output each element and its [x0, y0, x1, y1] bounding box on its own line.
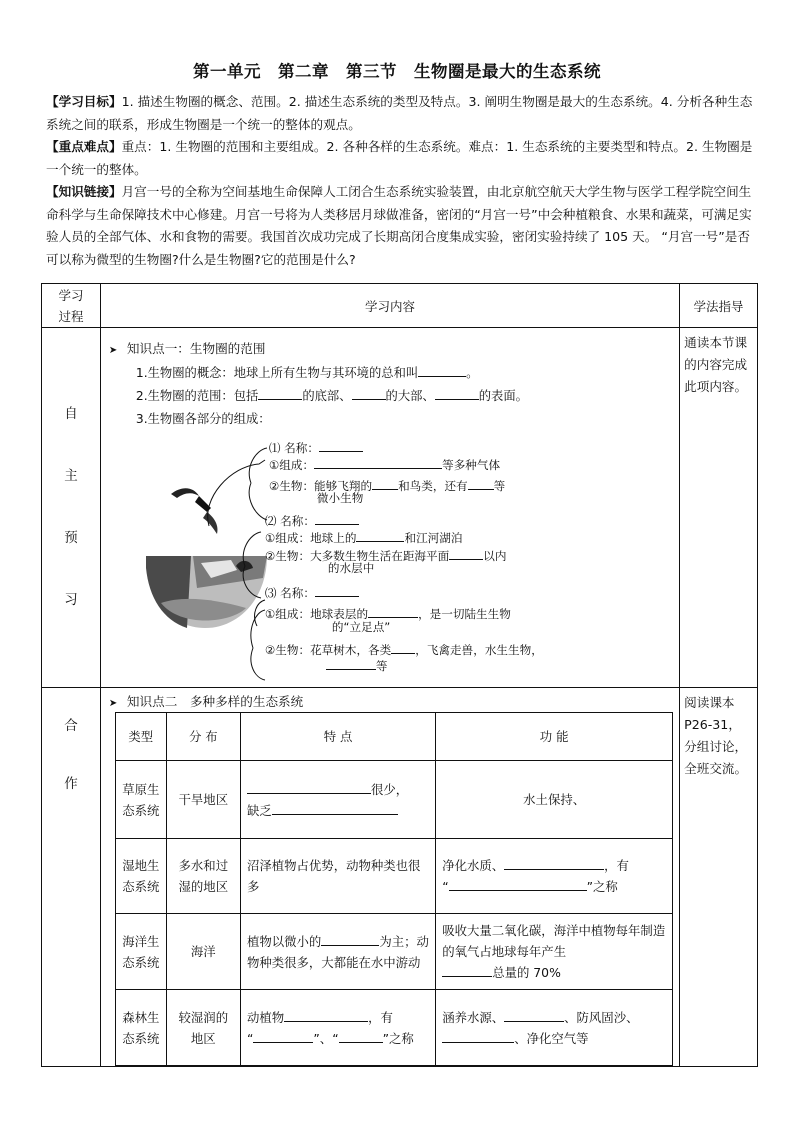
eco-type: 草原生态系统 — [115, 761, 166, 839]
answer-blank[interactable] — [247, 780, 371, 794]
water-composition: ①组成：地球上的 和江河湖泊 — [265, 528, 463, 546]
page-title: 第一单元 第二章 第三节 生物圈是最大的生态系统 — [193, 62, 601, 81]
answer-blank[interactable] — [258, 386, 302, 400]
content-cooperate — [100, 688, 679, 1067]
land-organisms-2: 等 — [326, 656, 388, 674]
eco-functions: 水土保持、 — [436, 761, 673, 839]
question-list — [136, 362, 528, 431]
question-1: 1.生物圈的概念：地球上所有生物与其环境的总和叫 。 — [136, 362, 528, 385]
table-row — [115, 990, 672, 1066]
water-organisms: ②生物：大多数生物生活在距海平面 以内 — [265, 546, 507, 564]
table-row — [115, 761, 672, 839]
eco-type: 森林生态系统 — [115, 990, 166, 1066]
eco-header-func: 功 能 — [436, 713, 673, 761]
stage-cooperate: 合 作 — [42, 688, 101, 1067]
intro-block — [46, 91, 758, 271]
eco-distribution: 干旱地区 — [166, 761, 240, 839]
eco-distribution: 较湿润的地区 — [166, 990, 240, 1066]
air-name: ⑴ 名称： — [269, 438, 363, 456]
section-self-study — [42, 328, 758, 688]
answer-blank[interactable] — [504, 856, 604, 870]
guide-cooperate: 阅读课本 P26-31，分组讨论，全班交流。 — [680, 688, 758, 1067]
study-table — [41, 283, 758, 1067]
eco-header-row — [115, 713, 672, 761]
answer-blank[interactable] — [352, 386, 386, 400]
answer-blank[interactable] — [253, 1029, 313, 1043]
knowledge-point-1: ➤ 知识点一：生物圈的范围 — [108, 341, 266, 356]
answer-blank[interactable] — [449, 877, 587, 891]
table-row — [115, 914, 672, 990]
table-row — [115, 839, 672, 914]
key-points: 【重点难点】重点：1. 生物圈的范围和主要组成。2. 各种各样的生态系统。难点：1. 生态系统的主要类型和特点。2. 生物圈是一个统一的整体。 — [46, 139, 753, 177]
knowledge-link: 【知识链接】月宫一号的全称为空间基地生命保障人工闭合生态系统实验装置，由北京航空航天大学生物与医学工程学院空间生命科学与生命保障技术中心修建。月宫一号将为人类移居月球做准备，密闭的“月宫一号”中会种植粮食、水果和蔬菜，可满足实验人员的全部气体、水和食物的需要。我国首次成功完成了长期高闭合度集成实验，密闭实验持续了 105 天。 “月宫一号”是否可以称为微型的生物圈?什么是生物圈?它的范围是什么? — [46, 184, 752, 267]
arrow-bullet-icon: ➤ — [108, 698, 118, 709]
air-organisms-2: 微小生物 — [316, 491, 364, 505]
water-organisms-2: 的水层中 — [327, 561, 375, 575]
answer-blank[interactable] — [356, 528, 404, 542]
learning-goals: 【学习目标】1. 描述生物圈的概念、范围。2. 描述生态系统的类型及特点。3. 阐明生物圈是最大的生态系统。4. 分析各种生态系统之间的联系，形成生物圈是一个统一的整体的观点。 — [46, 94, 753, 132]
header-process: 学习过程 — [42, 284, 101, 328]
answer-blank[interactable] — [326, 656, 376, 670]
eco-features: 很少， 缺乏 — [240, 761, 435, 839]
eco-functions: 净化水质、 ，有 “ ”之称 — [436, 839, 673, 914]
land-name: ⑶ 名称： — [265, 583, 359, 601]
answer-blank[interactable] — [368, 604, 418, 618]
answer-blank[interactable] — [284, 1008, 368, 1022]
air-organisms: ②生物：能够飞翔的 和鸟类，还有 等 — [269, 476, 505, 494]
answer-blank[interactable] — [468, 476, 494, 490]
eco-type: 湿地生态系统 — [115, 839, 166, 914]
answer-blank[interactable] — [442, 1029, 514, 1043]
eco-header-dist: 分 布 — [166, 713, 240, 761]
ecosystem-table — [115, 712, 673, 1066]
header-guide: 学法指导 — [680, 284, 758, 328]
answer-blank[interactable] — [314, 455, 442, 469]
eco-header-feat: 特 点 — [240, 713, 435, 761]
header-content: 学习内容 — [100, 284, 679, 328]
answer-blank[interactable] — [315, 511, 359, 525]
eco-features: 植物以微小的 为主；动物种类很多，大都能在水中游动 — [240, 914, 435, 990]
question-3: 3.生物圈各部分的组成： — [135, 412, 271, 426]
answer-blank[interactable] — [504, 1008, 564, 1022]
answer-blank[interactable] — [272, 801, 398, 815]
answer-blank[interactable] — [372, 476, 398, 490]
question-2: 2.生物圈的范围：包括 的底部、 的大部、 的表面。 — [136, 385, 528, 408]
answer-blank[interactable] — [391, 640, 415, 654]
answer-blank[interactable] — [315, 583, 359, 597]
answer-blank[interactable] — [449, 546, 483, 560]
eco-header-type: 类型 — [115, 713, 166, 761]
eco-distribution: 多水和过湿的地区 — [166, 839, 240, 914]
eco-features: 沼泽植物占优势，动物种类也很多 — [240, 839, 435, 914]
content-self-study — [100, 328, 679, 688]
arrow-bullet-icon: ➤ — [108, 345, 118, 356]
eco-functions: 吸收大量二氧化碳，海洋中植物每年制造的氧气占地球每年产生 总量的 70% — [436, 914, 673, 990]
eco-type: 海洋生态系统 — [115, 914, 166, 990]
land-composition-2: 的“立足点” — [331, 620, 391, 634]
stage-self-study: 自 主 预 习 — [42, 328, 101, 688]
eco-features: 动植物 ，有 “ ”、“ ”之称 — [240, 990, 435, 1066]
section-cooperate — [42, 688, 758, 1067]
land-composition: ①组成：地球表层的 ，是一切陆生生物 — [265, 604, 511, 622]
land-organisms: ②生物：花草树木，各类 ，飞禽走兽，水生生物， — [265, 640, 543, 658]
air-composition: ①组成： 等多种气体 — [269, 455, 500, 473]
bird-icon — [171, 488, 218, 534]
answer-blank[interactable] — [339, 1029, 383, 1043]
knowledge-point-2: ➤ 知识点二 多种多样的生态系统 — [108, 694, 304, 709]
table-header-row — [42, 284, 758, 328]
answer-blank[interactable] — [442, 963, 492, 977]
answer-blank[interactable] — [418, 363, 466, 377]
biosphere-photo — [146, 556, 267, 628]
water-name: ⑵ 名称： — [265, 511, 359, 529]
answer-blank[interactable] — [435, 386, 479, 400]
guide-self-study: 通读本节课的内容完成此项内容。 — [680, 328, 758, 688]
eco-distribution: 海洋 — [166, 914, 240, 990]
eco-functions: 涵养水源、 、防风固沙、 、净化空气等 — [436, 990, 673, 1066]
answer-blank[interactable] — [319, 438, 363, 452]
answer-blank[interactable] — [321, 932, 379, 946]
